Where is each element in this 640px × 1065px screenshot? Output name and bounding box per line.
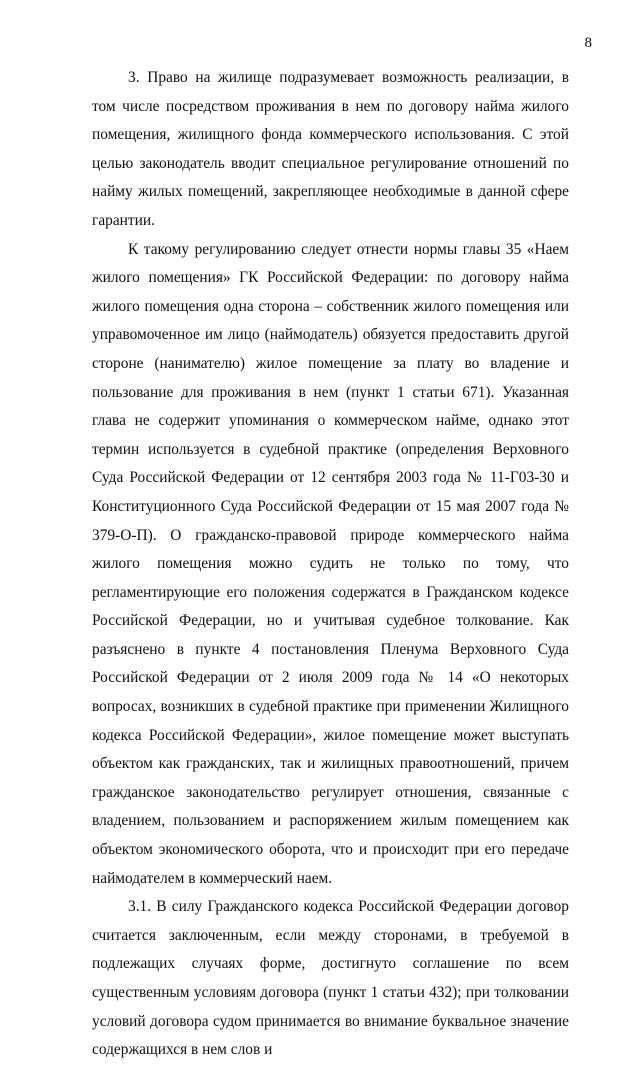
document-body bbox=[92, 64, 569, 1065]
page-number: 8 bbox=[584, 35, 592, 51]
paragraph-contract-conclusion: 3.1. В силу Гражданского кодекса Российской Федерации договор считается заключенным, если между сторонами, в требуемой в подлежащих случаях форме, достигнуто соглашение по всем существенным условиям договора (пункт 1 статьи 432); при толковании условий договора судом принимается во внимание буквальное значение содержащихся в нем слов и bbox=[92, 898, 569, 1059]
paragraph-right-to-housing: 3. Право на жилище подразумевает возможность реализации, в том числе посредством проживания в нем по договору найма жилого помещения, жилищного фонда коммерческого использования. С этой целью законодатель вводит специальное регулирование отношений по найму жилых помещений, закрепляющее необходимые в данной сфере гарантии. bbox=[92, 69, 569, 229]
paragraph-civil-code-chapter-35: К такому регулированию следует отнести нормы главы 35 «Наем жилого помещения» ГК Российской Федерации: по договору найма жилого помещения одна сторона – собственник жилого помещения или управомоченное им лицо (наймодатель) обязуется предоставить другой стороне (нанимателю) жилое помещение за плату во владение и пользование для проживания в нем (пункт 1 статьи 671). Указанная глава не содержит упоминания о коммерческом найме, однако этот термин используется в судебной практике (определения Верховного Суда Российской Федерации от 12 сентября 2003 года № 11-Г03-30 и Конституционного Суда Российской Федерации от 15 мая 2007 года № 379-О-П). О гражданско-правовой природе коммерческого найма жилого помещения можно судить не только по тому, что регламентирующие его положения содержатся в Гражданском кодексе Российской Федерации, но и учитывая судебное толкование. Как разъяснено в пункте 4 постановления Пленума Верховного Суда Российской Федерации от 2 июля 2009 года № 14 «О некоторых вопросах, возникших в судебной практике при применении Жилищного кодекса Российской Федерации», жилое помещение может выступать объектом как гражданских, так и жилищных правоотношений, причем гражданское законодательство регулирует отношения, связанные с владением, пользованием и распоряжением жилым помещением как объектом экономического оборота, что и происходит при его передаче наймодателем в коммерческий наем. bbox=[92, 240, 569, 887]
